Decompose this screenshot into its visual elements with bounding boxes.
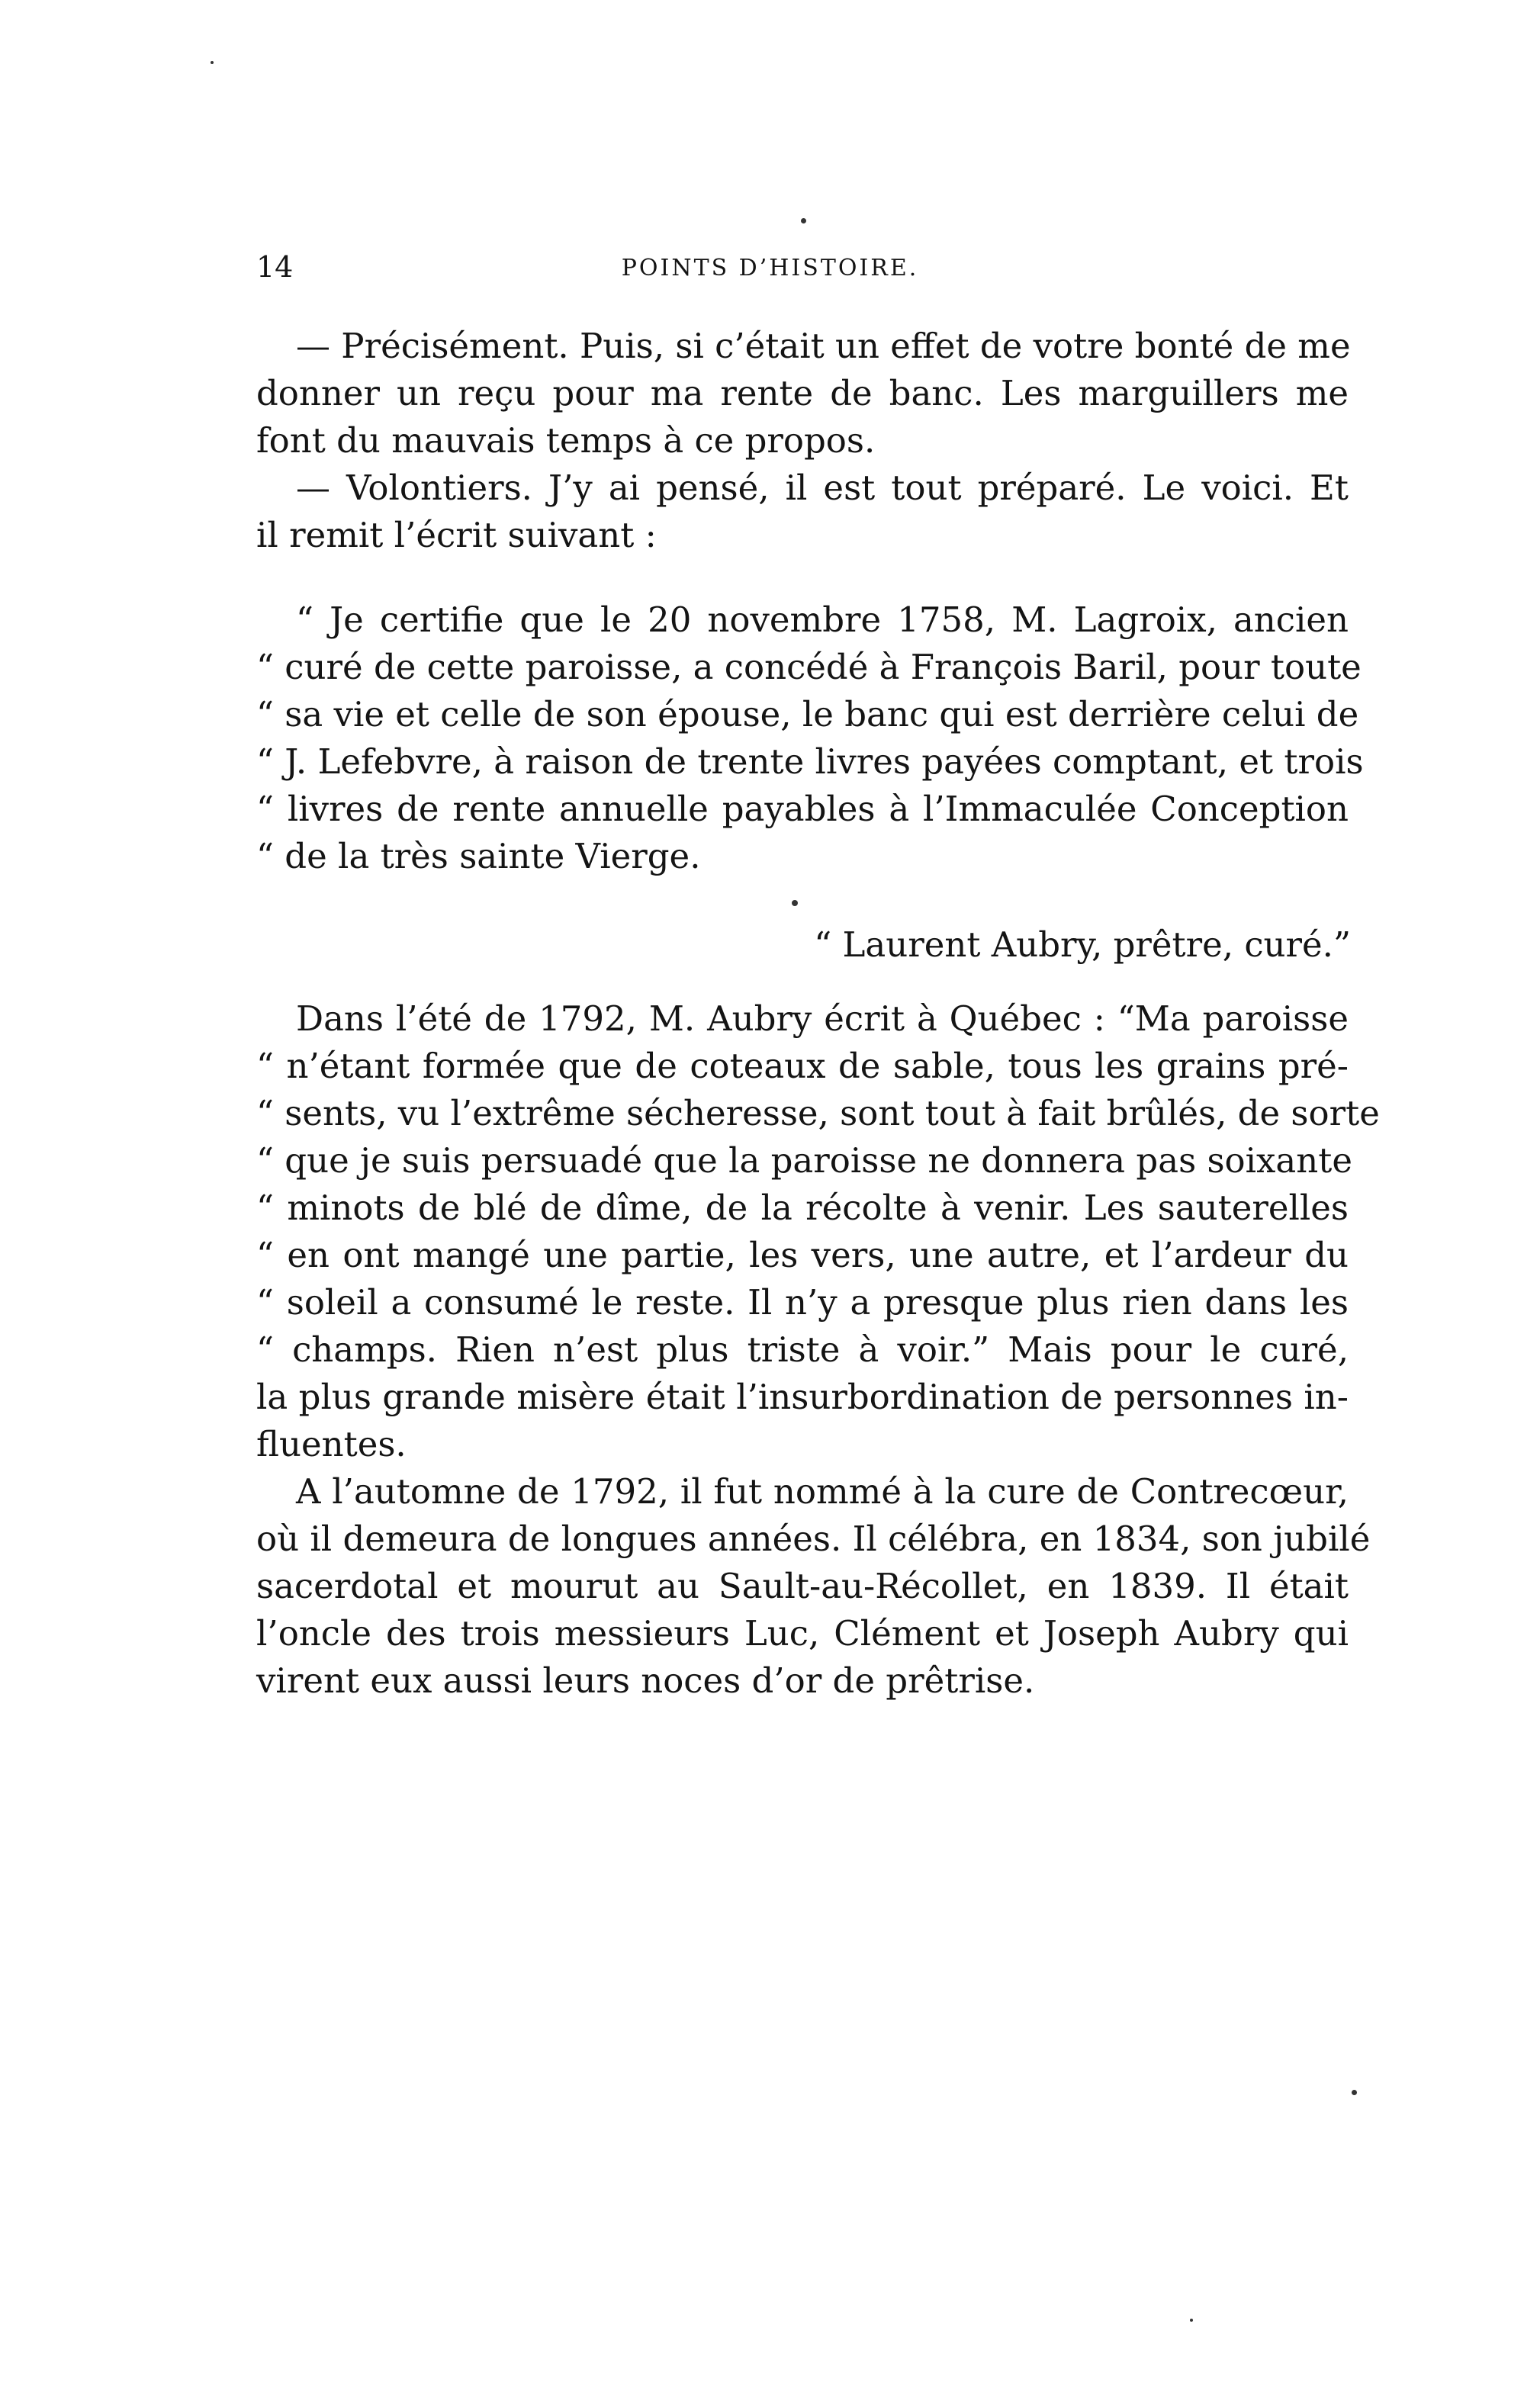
dialogue-block — [256, 323, 1349, 559]
quote-line: “ de la très sainte Vierge. — [256, 836, 701, 876]
text-line: “ sents, vu l’extrême sécheresse, sont tout à fait brûlés, de sorte — [256, 1093, 1380, 1133]
quote-line: “ J. Lefebvre, à raison de trente livres payées comptant, et trois — [256, 741, 1364, 782]
text-line: donner un reçu pour ma rente de banc. Les marguillers me — [256, 373, 1349, 413]
certificate-signature: “ Laurent Aubry, prêtre, curé.” — [814, 924, 1351, 965]
quote-line: “ livres de rente annuelle payables à l’Immaculée Conception — [256, 789, 1349, 829]
running-head: POINTS D’HISTOIRE. — [621, 255, 919, 281]
text-line: font du mauvais temps à ce propos. — [256, 420, 876, 461]
ink-speck — [792, 900, 798, 906]
text-line: — Précisément. Puis, si c’était un effet de votre bonté de me — [296, 326, 1351, 366]
text-line: virent eux aussi leurs noces d’or de prêtrise. — [256, 1660, 1035, 1701]
text-line: la plus grande misère était l’insurbordination de personnes in- — [256, 1377, 1349, 1417]
ink-speck — [801, 218, 806, 223]
text-line: Dans l’été de 1792, M. Aubry écrit à Québec : “Ma paroisse — [296, 998, 1349, 1039]
text-line: fluentes. — [256, 1424, 407, 1464]
text-line: l’oncle des trois messieurs Luc, Clément et Joseph Aubry qui — [256, 1613, 1349, 1654]
certificate-quote — [256, 596, 1364, 880]
ink-speck — [211, 61, 214, 64]
quote-line: “ Je certifie que le 20 novembre 1758, M. Lagroix, ancien — [296, 599, 1349, 640]
text-line: A l’automne de 1792, il fut nommé à la cure de Contrecœur, — [296, 1471, 1349, 1512]
text-line: “ en ont mangé une partie, les vers, une autre, et l’ardeur du — [256, 1235, 1349, 1275]
narrative-paragraph-2 — [256, 1468, 1371, 1705]
text-line: “ que je suis persuadé que la paroisse ne donnera pas soixante — [256, 1140, 1352, 1181]
text-line: “ minots de blé de dîme, de la récolte à venir. Les sauterelles — [256, 1188, 1349, 1228]
text-line: “ champs. Rien n’est plus triste à voir.” Mais pour le curé, — [256, 1329, 1349, 1370]
quote-line: “ sa vie et celle de son épouse, le banc qui est derrière celui de — [256, 694, 1359, 734]
text-line: “ soleil a consumé le reste. Il n’y a presque plus rien dans les — [256, 1282, 1349, 1323]
page-number: 14 — [256, 250, 294, 284]
quote-line: “ curé de cette paroisse, a concédé à François Baril, pour toute — [256, 647, 1362, 687]
ink-speck — [1352, 2090, 1357, 2095]
text-line: sacerdotal et mourut au Sault-au-Récollet, en 1839. Il était — [256, 1566, 1349, 1606]
text-line: où il demeura de longues années. Il célébra, en 1834, son jubilé — [256, 1519, 1371, 1559]
text-line: il remit l’écrit suivant : — [256, 515, 657, 555]
text-line: — Volontiers. J’y ai pensé, il est tout préparé. Le voici. Et — [296, 468, 1349, 508]
narrative-paragraph-1 — [256, 995, 1380, 1468]
text-line: “ n’étant formée que de coteaux de sable, tous les grains pré- — [256, 1046, 1349, 1086]
ink-speck — [1190, 2319, 1193, 2322]
